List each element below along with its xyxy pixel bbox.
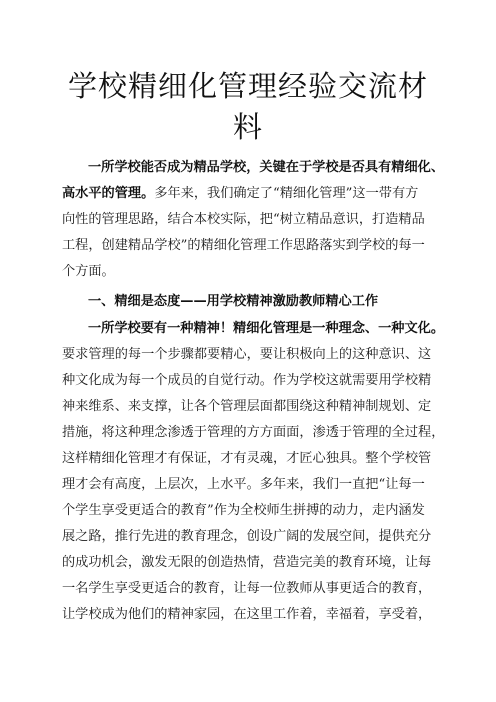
paragraph-line-16: 一名学生享受更适合的教育，让每一位教师从事更适合的教育， <box>62 581 432 596</box>
paragraph-line-11: 这样精细化管理才有保证，才有灵魂，才匠心独具。整个学校管 <box>62 451 432 466</box>
paragraph-line-7: 要求管理的每一个步骤都要精心，要让积极向上的这种意识、这 <box>62 347 432 362</box>
document-title-line-1: 学校精细化管理经验交流材 <box>67 69 428 103</box>
paragraph-line-6: 一所学校要有一种精神！精细化管理是一种理念、一种文化。 <box>88 321 445 336</box>
paragraph-line-17: 让学校成为他们的精神家园，在这里工作着，幸福着，享受着， <box>62 607 432 622</box>
paragraph-line-4: 工程，创建精品学校”的精细化管理工作思路落实到学校的每一 <box>62 238 425 253</box>
section-heading-1: 一、精细是态度——用学校精神激励教师精心工作 <box>88 294 379 309</box>
paragraph-line-1: 一所学校能否成为精品学校，关键在于学校是否具有精细化、 <box>88 160 445 175</box>
paragraph-line-12: 理才会有高度，上层次，上水平。多年来，我们一直把“让每一 <box>62 477 425 492</box>
paragraph-line-3: 向性的管理思路，结合本校实际，把“树立精品意识，打造精品 <box>62 212 425 227</box>
paragraph-line-10: 措施，将这种理念渗透于管理的方方面面，渗透于管理的全过程， <box>62 425 445 440</box>
paragraph-line-14: 展之路，推行先进的教育理念，创设广阔的发展空间，提供充分 <box>62 529 432 544</box>
paragraph-line-5: 个方面。 <box>62 264 115 279</box>
paragraph-line-8: 种文化成为每一个成员的自觉行动。作为学校这就需要用学校精 <box>62 373 432 388</box>
paragraph-line-13: 个学生享受更适合的教育”作为全校师生拼搏的动力，走内涵发 <box>62 503 425 518</box>
paragraph-line-2: 高水平的管理。多年来，我们确定了“精细化管理”这一带有方 <box>62 186 419 201</box>
paragraph-line-9: 神来维系、来支撑，让各个管理层面都围绕这种精神制规划、定 <box>62 399 432 414</box>
document-title-line-2: 料 <box>232 110 263 144</box>
paragraph-line-15: 的成功机会，激发无限的创造热情，营造完美的教育环境，让每 <box>62 555 432 570</box>
